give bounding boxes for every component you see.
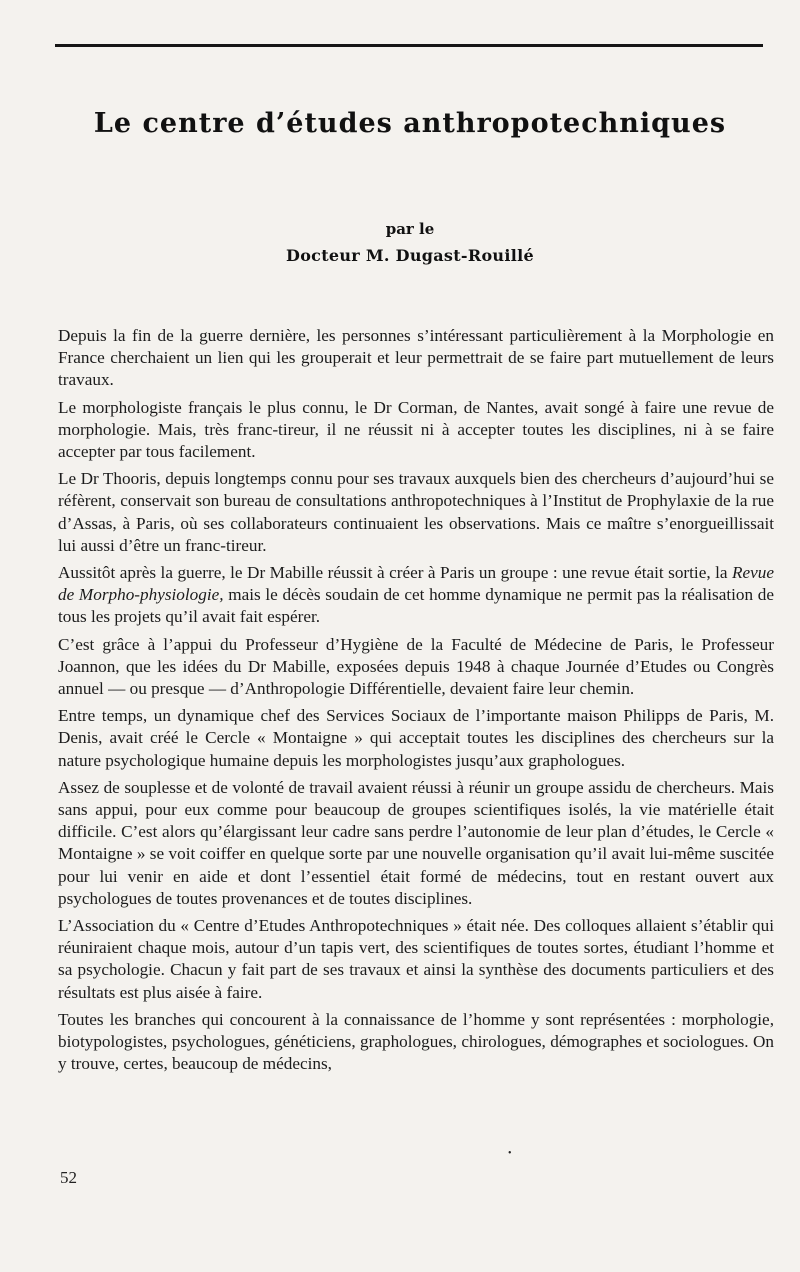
journal-title: Revue de Morpho-physiologie, [58,563,774,605]
paragraph-4 [58,562,774,629]
article-body [58,325,774,1081]
paragraph-3: Le Dr Thooris, depuis longtemps connu pour ses travaux auxquels bien des chercheurs d’aujourd’hui se réfèrent, conservait son bureau de consultations anthropotechniques à l’Institut de Prophylaxie de la rue d’Assas, à Paris, où ses collaborateurs continuaient les observations. Mais ce maître s’enorgueillissait lui aussi d’être un franc-tireur. [58,469,774,555]
paragraph-6: Entre temps, un dynamique chef des Services Sociaux de l’importante maison Philipps de Paris, M. Denis, avait créé le Cercle « Montaigne » qui acceptait toutes les disciplines des chercheurs sur la nature psychologique humaine depuis les morphologistes jusqu’aux graphologues. [58,706,774,770]
paragraph-5: C’est grâce à l’appui du Professeur d’Hygiène de la Faculté de Médecine de Paris, le Professeur Joannon, que les idées du Dr Mabille, exposées depuis 1948 à chaque Journée d’Etudes ou Congrès annuel — ou presque — d’Anthropologie Différentielle, devaient faire leur chemin. [58,634,774,699]
article-title: Le centre d’études anthropotechniques [93,108,727,139]
paragraph-4-start: Aussitôt après la guerre, le Dr Mabille réussit à créer à Paris un groupe : une revue était sortie, la [58,563,733,583]
top-rule [55,44,763,47]
paragraph-1: Depuis la fin de la guerre dernière, les personnes s’intéressant particulièrement à la Morphologie en France cherchaient un lien qui les grouperait et leur permettrait de se faire part mutuellement de leurs travaux. [58,326,774,390]
paragraph-2: Le morphologiste français le plus connu, le Dr Corman, de Nantes, avait songé à faire une revue de morphologie. Mais, très franc-tireur, il ne réussit ni à accepter toutes les disciplines, ni à se faire accepter par tous facilement. [58,397,774,462]
page-number: 52 [60,1168,77,1187]
paragraph-9: Toutes les branches qui concourent à la connaissance de l’homme y sont représentées : morphologie, biotypologistes, psychologues, généticiens, graphologues, chirologues, démographes et sociologues. On y trouve, certes, beaucoup de médecins, [58,1009,774,1074]
bullet-mark: • [508,1148,512,1159]
paragraph-7: Assez de souplesse et de volonté de travail avaient réussi à réunir un groupe assidu de chercheurs. Mais sans appui, pour eux comme pour beaucoup de groupes scientifiques isolés, la vie matérielle était difficile. C’est alors qu’élargissant leur cadre sans perdre l’autonomie de leur plan d’études, le Cercle « Montaigne » se voit coiffer en quelque sorte par une nouvelle organisation qu’il avait lui-même suscitée pour lui venir en aide et dont l’essentiel était formé de médecins, tout en restant ouvert aux psychologues de toutes provenances et de toutes disciplines. [58,777,774,908]
paragraph-4-end: mais le décès soudain de cet homme dynamique ne permit pas la réalisation de tous les projets qu’il avait fait espérer. [58,585,774,627]
paragraph-8: L’Association du « Centre d’Etudes Anthropotechniques » était née. Des colloques allaient s’établir qui réuniraient chaque mois, autour d’un tapis vert, des scientifiques de toutes sortes, étudiant l’homme et sa psychologie. Chacun y fait part de ses travaux et ainsi la synthèse des documents particuliers et des résultats est plus aisée à faire. [58,916,774,1002]
byline: par le [385,220,435,238]
author-name: Docteur M. Dugast-Rouillé [286,246,534,265]
